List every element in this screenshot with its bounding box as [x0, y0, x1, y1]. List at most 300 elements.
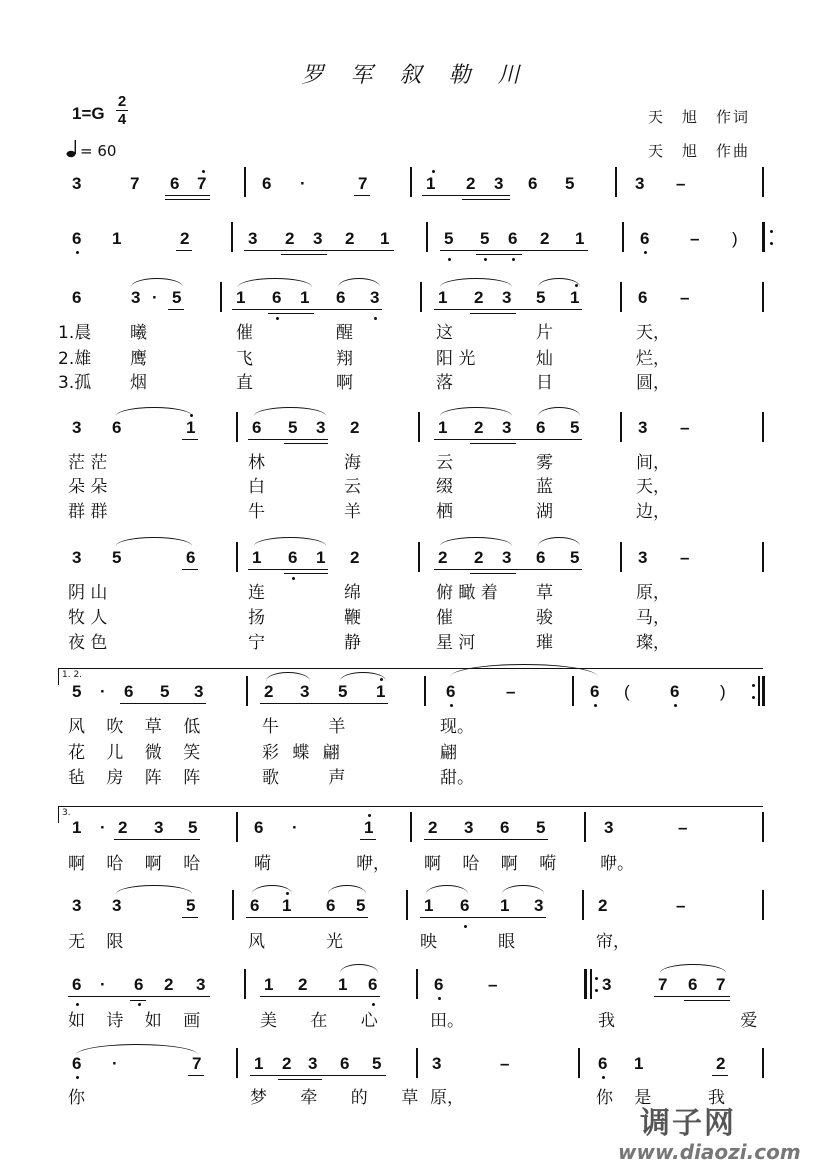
- underline: [188, 1075, 204, 1076]
- low-dot: [644, 251, 647, 254]
- note-dot: ·: [112, 1054, 118, 1073]
- note: –: [676, 174, 686, 193]
- note: 7: [716, 975, 726, 994]
- barline: [762, 167, 764, 197]
- barline: [418, 412, 420, 442]
- note: 6: [500, 818, 510, 837]
- lyric: 梦 牵 的 草: [250, 1088, 433, 1108]
- note: 6: [638, 288, 648, 307]
- note: 2: [474, 418, 484, 437]
- underline: [244, 250, 394, 251]
- lyric: 飞: [236, 349, 253, 369]
- lyric: 醒: [336, 323, 353, 343]
- barline: [762, 812, 764, 842]
- barline: [762, 282, 764, 312]
- lyric: 啊 哈 啊 嗬: [424, 854, 565, 874]
- high-dot: [368, 814, 371, 817]
- slur: [340, 964, 378, 973]
- lyric: 翩: [440, 743, 457, 763]
- note: 6: [590, 682, 600, 701]
- note: 2: [474, 548, 484, 567]
- lyric: 宁: [248, 633, 265, 653]
- barline: [244, 167, 246, 197]
- barline: [246, 676, 248, 706]
- low-dot: [374, 317, 377, 320]
- barline: [426, 222, 428, 252]
- note: 1: [236, 288, 246, 307]
- note: 6: [262, 174, 272, 193]
- note: 6: [368, 975, 378, 994]
- lyric: 歌 声: [262, 768, 368, 788]
- lyric: 蓝: [536, 477, 553, 497]
- note: 6: [598, 1054, 608, 1073]
- note: 5: [536, 818, 546, 837]
- lyric: 俯 瞰 着: [436, 583, 498, 603]
- low-dot: [438, 997, 441, 1000]
- underline: [278, 1079, 322, 1080]
- repeat-dot: [770, 230, 773, 233]
- underline: [246, 917, 368, 918]
- note: 6: [186, 548, 196, 567]
- note: 3: [308, 1054, 318, 1073]
- barline: [420, 282, 422, 312]
- note: 1: [380, 229, 390, 248]
- note: 1: [438, 288, 448, 307]
- note: 2: [118, 818, 128, 837]
- slur: [440, 537, 512, 546]
- lyric: 1.晨: [58, 323, 92, 343]
- note: 3: [502, 288, 512, 307]
- repeat-dot: [770, 242, 773, 245]
- underline: [462, 199, 510, 200]
- lyric: 毡 房 阵 阵: [68, 768, 209, 788]
- note: 1: [500, 896, 510, 915]
- note: 1: [570, 288, 580, 307]
- note: 3: [502, 548, 512, 567]
- low-dot: [76, 1076, 79, 1079]
- underline: [182, 439, 198, 440]
- high-dot: [575, 284, 578, 287]
- underline: [424, 839, 548, 840]
- note: 6: [446, 682, 456, 701]
- barline: [236, 412, 238, 442]
- slur: [440, 407, 512, 416]
- note: 6: [460, 896, 470, 915]
- lyric: 鹰: [130, 349, 147, 369]
- lyric: 帘，: [596, 932, 630, 952]
- underline: [176, 250, 192, 251]
- note: 7: [358, 174, 368, 193]
- watermark-logo: 调子网: [640, 1106, 736, 1141]
- note: 6: [272, 288, 282, 307]
- underline: [354, 195, 370, 196]
- note-dot: ·: [300, 174, 306, 193]
- volta-label: 1. 2.: [62, 670, 83, 680]
- lyric: 圆，: [636, 373, 670, 393]
- lyric: 夜 色: [68, 633, 108, 653]
- high-dot: [202, 170, 205, 173]
- note: 6: [170, 174, 180, 193]
- note: 2: [345, 229, 355, 248]
- note: 5: [188, 818, 198, 837]
- underline: [422, 195, 510, 196]
- note: 2: [428, 818, 438, 837]
- lyric: 扬: [248, 608, 265, 628]
- lyric: 咿，: [356, 854, 390, 874]
- note: 3: [638, 548, 648, 567]
- note: 3: [72, 896, 82, 915]
- note: 3: [194, 682, 204, 701]
- lyric: 如 诗 如 画: [68, 1011, 209, 1031]
- lyric: 牛 羊: [262, 717, 368, 737]
- barline: [578, 1048, 580, 1078]
- lyric: 日: [536, 373, 553, 393]
- barline: [416, 969, 418, 999]
- barline: [620, 542, 622, 572]
- lyric: 催: [436, 608, 453, 628]
- note-dot: ·: [100, 682, 106, 701]
- slur: [254, 537, 326, 546]
- note: 2: [264, 682, 274, 701]
- note: –: [690, 229, 700, 248]
- slur: [538, 278, 580, 287]
- underline: [476, 254, 522, 255]
- repeat-dot: [595, 977, 598, 980]
- lyric: 间，: [636, 453, 670, 473]
- note: 1: [300, 288, 310, 307]
- note: 3: [154, 818, 164, 837]
- lyric: 甜。: [440, 768, 474, 788]
- underline: [434, 439, 582, 440]
- note-dot: ·: [152, 288, 158, 307]
- barline: [410, 167, 412, 197]
- barline: [758, 676, 760, 706]
- note: 1: [338, 975, 348, 994]
- tie: [450, 664, 598, 677]
- lyric: 催: [236, 323, 253, 343]
- lyric: 星 河: [436, 633, 476, 653]
- barline: [762, 1048, 764, 1078]
- lyric: 映: [420, 932, 437, 952]
- note: –: [506, 682, 516, 701]
- note: 5: [72, 682, 82, 701]
- low-dot: [674, 704, 677, 707]
- barline: [410, 812, 412, 842]
- time-top: 2: [117, 93, 127, 110]
- lyric: 林: [248, 453, 265, 473]
- lyric: 无 限: [68, 932, 132, 952]
- low-dot: [292, 577, 295, 580]
- lyric: 璨，: [636, 633, 670, 653]
- note: 3: [635, 174, 645, 193]
- lyric: 嗬: [254, 854, 271, 874]
- barline: [236, 812, 238, 842]
- quarter-note-icon: [66, 140, 80, 158]
- slur: [76, 1044, 198, 1055]
- note: 2: [164, 975, 174, 994]
- slur: [328, 885, 366, 894]
- tempo: = 60: [80, 142, 117, 160]
- underline: [654, 996, 730, 997]
- note: 3: [131, 288, 141, 307]
- underline: [712, 1075, 728, 1076]
- note: 5: [288, 418, 298, 437]
- note: –: [676, 896, 686, 915]
- underline: [434, 569, 582, 570]
- lyric: 绵: [344, 583, 361, 603]
- underline: [182, 569, 198, 570]
- note: 6: [508, 229, 518, 248]
- underline: [68, 996, 210, 997]
- note: 6: [528, 174, 538, 193]
- key-signature: [72, 104, 105, 124]
- note: 2: [298, 975, 308, 994]
- note: 3: [72, 418, 82, 437]
- repeat-dot: [595, 989, 598, 992]
- barline: [622, 222, 624, 252]
- underline: [420, 917, 546, 918]
- lyric: 2.雄: [58, 349, 92, 369]
- note: 6: [536, 548, 546, 567]
- lyric: 咿。: [600, 854, 634, 874]
- slur: [116, 885, 192, 894]
- lyric: 茫 茫: [68, 453, 108, 473]
- underline: [470, 573, 516, 574]
- lyric: 灿: [536, 349, 553, 369]
- note: 1: [282, 896, 292, 915]
- note: 6: [326, 896, 336, 915]
- note: 6: [72, 1054, 82, 1073]
- low-dot: [450, 704, 453, 707]
- lyric: 风: [248, 932, 265, 952]
- barline: [231, 222, 233, 252]
- note: 5: [372, 1054, 382, 1073]
- lyric: 天，: [636, 323, 670, 343]
- low-dot: [594, 704, 597, 707]
- repeat-start-barline: [584, 969, 587, 999]
- repeat-barline: [762, 676, 765, 706]
- watermark-url: www.diaozi.com: [618, 1140, 801, 1164]
- note: –: [678, 818, 688, 837]
- lyric: 啊 哈 啊 哈: [68, 854, 209, 874]
- barline: [620, 282, 622, 312]
- note: 3: [300, 682, 310, 701]
- note: 1: [426, 174, 436, 193]
- lyric: 湖: [536, 502, 553, 522]
- barline: [232, 890, 234, 920]
- note: 6: [72, 229, 82, 248]
- note: 3: [604, 818, 614, 837]
- note-dot: ·: [100, 818, 106, 837]
- note: 5: [444, 229, 454, 248]
- lyric: 烟: [130, 373, 147, 393]
- note: 2: [285, 229, 295, 248]
- low-dot: [464, 925, 467, 928]
- high-dot: [380, 678, 383, 681]
- note: 3: [72, 548, 82, 567]
- note: 6: [536, 418, 546, 437]
- note: 3: [72, 174, 82, 193]
- lyric: 现。: [440, 717, 474, 737]
- note: 3: [248, 229, 258, 248]
- lyric: 边，: [636, 502, 670, 522]
- note: –: [680, 548, 690, 567]
- slur: [538, 537, 580, 546]
- lyric: 静: [344, 633, 361, 653]
- note: 2: [474, 288, 484, 307]
- note: 6: [670, 682, 680, 701]
- note: 6: [640, 229, 650, 248]
- note: 3: [534, 896, 544, 915]
- high-dot: [432, 170, 435, 173]
- low-dot: [512, 258, 515, 261]
- note: 6: [252, 418, 262, 437]
- lyric: 我: [708, 1088, 725, 1108]
- note: 2: [350, 418, 360, 437]
- underline: [248, 569, 328, 570]
- underline: [284, 443, 328, 444]
- note-dot: ·: [292, 818, 298, 837]
- note: 1: [252, 548, 262, 567]
- lyric: 你 是: [596, 1088, 660, 1108]
- lyric: 美 在 心: [260, 1011, 392, 1031]
- slur: [502, 885, 544, 894]
- barline: [416, 1048, 418, 1078]
- song-title: 罗 军 叙 勒 川: [301, 63, 530, 88]
- low-dot: [484, 258, 487, 261]
- underline: [182, 917, 198, 918]
- lyric: 雾: [536, 453, 553, 473]
- lyric: 光: [326, 932, 343, 952]
- key-label: 1=G: [72, 104, 105, 123]
- paren: ): [732, 229, 738, 248]
- note: 2: [180, 229, 190, 248]
- note: 6: [288, 548, 298, 567]
- lyric: 原，: [636, 583, 670, 603]
- composer-credit: 天 旭 作曲: [648, 142, 751, 160]
- note: 3: [638, 418, 648, 437]
- barline: [236, 542, 238, 572]
- slur: [440, 278, 512, 287]
- lyric: 直: [236, 373, 253, 393]
- lyric: 羊: [344, 502, 361, 522]
- note: 1: [316, 548, 326, 567]
- barline: [406, 890, 408, 920]
- note: 1: [186, 418, 196, 437]
- note: 6: [72, 975, 82, 994]
- underline: [281, 254, 327, 255]
- repeat-dot: [752, 696, 755, 699]
- barline: [584, 812, 586, 842]
- note: 6: [250, 896, 260, 915]
- note: 2: [466, 174, 476, 193]
- note: 5: [570, 418, 580, 437]
- note: 1: [424, 896, 434, 915]
- time-signature: [116, 94, 128, 127]
- note: –: [500, 1054, 510, 1073]
- lyric: 白: [248, 477, 265, 497]
- note: 2: [598, 896, 608, 915]
- lyric: 天，: [636, 477, 670, 497]
- repeat-dot: [752, 684, 755, 687]
- underline: [268, 313, 314, 314]
- slur: [131, 278, 183, 287]
- lyric: 牧 人: [68, 608, 108, 628]
- barline: [572, 676, 574, 706]
- note: –: [680, 288, 690, 307]
- note: 7: [658, 975, 668, 994]
- barline: [424, 676, 426, 706]
- lyric: 骏: [536, 608, 553, 628]
- note: 5: [570, 548, 580, 567]
- lyric: 云: [344, 477, 361, 497]
- volta-label: 3.: [62, 808, 71, 818]
- note: 2: [350, 548, 360, 567]
- lyric: 啊: [336, 373, 353, 393]
- note: 6: [434, 975, 444, 994]
- note: –: [680, 418, 690, 437]
- lyric: 你: [68, 1088, 85, 1108]
- lyric: 烂，: [636, 349, 670, 369]
- note: 2: [438, 548, 448, 567]
- lyric: 璀: [536, 633, 553, 653]
- underline: [284, 573, 328, 574]
- paren: (: [624, 682, 630, 701]
- note: 6: [134, 975, 144, 994]
- barline: [590, 969, 592, 999]
- underline: [165, 195, 210, 196]
- underline: [165, 199, 210, 200]
- lyric: 田。: [430, 1011, 464, 1031]
- slur: [660, 964, 726, 973]
- note: 3: [494, 174, 504, 193]
- lyric: 朵 朵: [68, 477, 108, 497]
- lyric: 阴 山: [68, 583, 108, 603]
- note: 1: [112, 229, 122, 248]
- lyric: 群 群: [68, 502, 108, 522]
- note: 5: [112, 548, 122, 567]
- note: 5: [160, 682, 170, 701]
- note: 3: [112, 896, 122, 915]
- slur: [538, 407, 580, 416]
- note-dot: ·: [100, 975, 106, 994]
- note: 1: [376, 682, 386, 701]
- note: 1: [72, 818, 82, 837]
- note: 6: [72, 288, 82, 307]
- paren: ): [720, 682, 726, 701]
- lyric: 原，: [430, 1088, 464, 1108]
- note: 6: [112, 418, 122, 437]
- underline: [232, 309, 382, 310]
- barline: [220, 282, 222, 312]
- lyric: 我 爱: [598, 1011, 818, 1031]
- note: 5: [356, 896, 366, 915]
- note: 6: [688, 975, 698, 994]
- underline: [260, 703, 388, 704]
- low-dot: [448, 258, 451, 261]
- note: 7: [130, 174, 140, 193]
- lyric: 云: [436, 453, 453, 473]
- barline: [244, 969, 246, 999]
- lyric: 连: [248, 583, 265, 603]
- barline: [582, 890, 584, 920]
- note: 3: [502, 418, 512, 437]
- barline: [620, 412, 622, 442]
- lyric: 海: [344, 453, 361, 473]
- note: 2: [540, 229, 550, 248]
- slur: [238, 278, 312, 287]
- lyric: 风 吹 草 低: [68, 717, 209, 737]
